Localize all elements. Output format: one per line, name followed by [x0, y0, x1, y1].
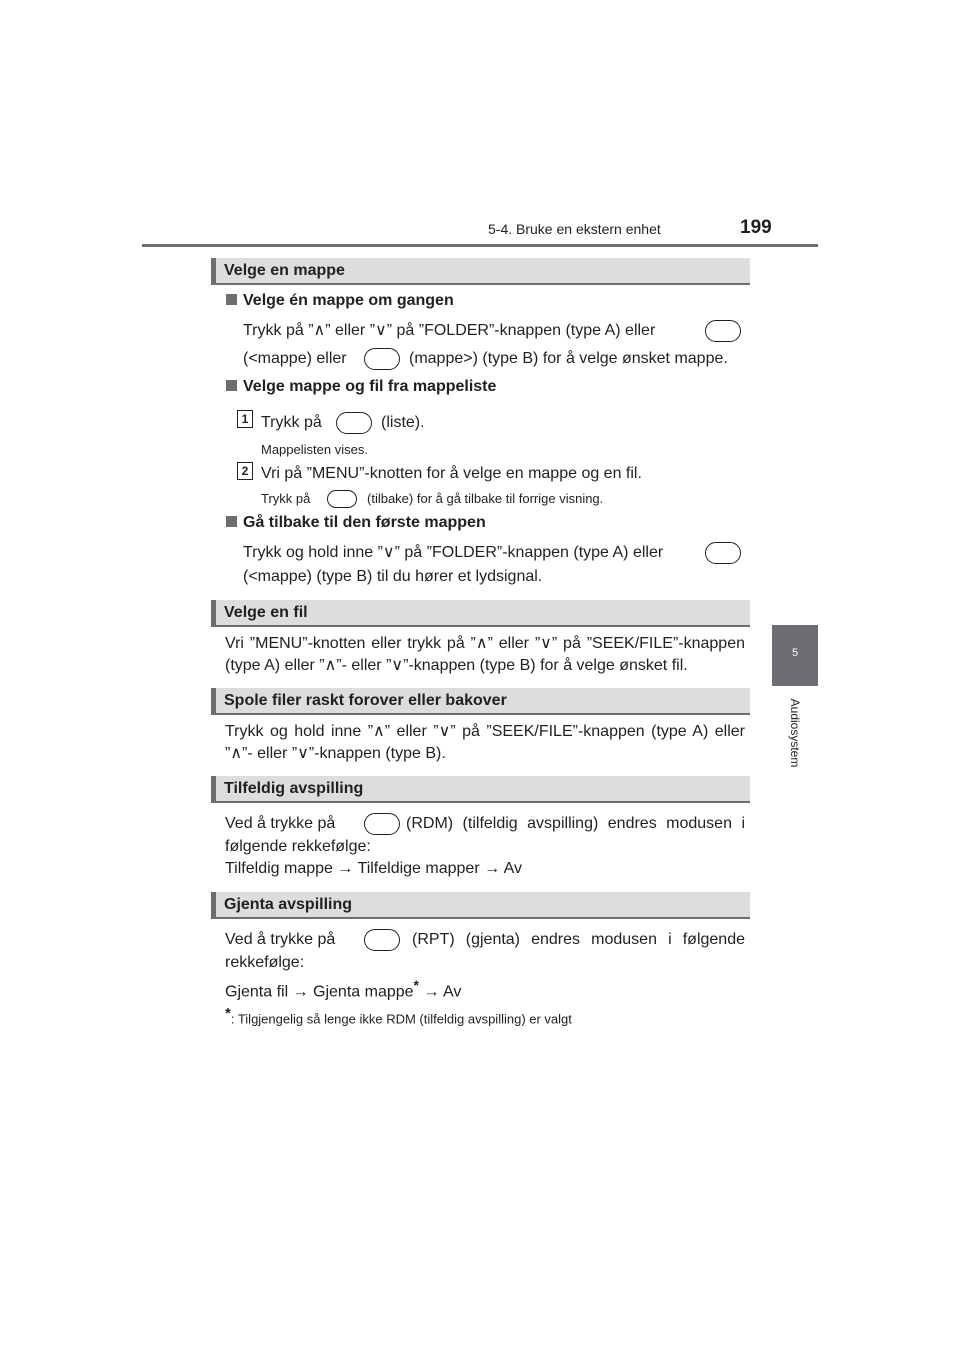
- paragraph-line: Trykk og hold inne ”∨” på ”FOLDER”-knappen (type A) eller: [243, 544, 664, 561]
- running-header-section: 5-4. Bruke en ekstern enhet: [488, 221, 661, 237]
- chapter-number: 5: [791, 647, 799, 659]
- sequence-text: Gjenta fil → Gjenta mappe: [225, 983, 414, 1001]
- paragraph: Vri ”MENU”-knotten eller trykk på ”∧” eller ”∨” på ”SEEK/FILE”-knappen (type A) eller ”∧”- eller ”∨”-knappen (type B) for å velge ønsket fil.: [225, 635, 745, 674]
- subheading-folder-list: [226, 376, 496, 398]
- section-title: Velge en fil: [224, 604, 308, 621]
- paragraph-line: Trykk på ”∧” eller ”∨” på ”FOLDER”-knappen (type A) eller: [243, 322, 656, 339]
- subheading-one-folder: [226, 290, 454, 312]
- section-heading-velge-mappe: [211, 258, 750, 285]
- paragraph-line: (mappe>) (type B) for å velge ønsket mappe.: [409, 350, 728, 367]
- step-number-2: 2: [237, 462, 253, 480]
- paragraph-line: (RPT) (gjenta) endres modusen i følgende: [412, 931, 745, 948]
- step-number-1: 1: [237, 410, 253, 428]
- section-title: Gjenta avspilling: [224, 896, 353, 913]
- section-heading-spole: [211, 688, 750, 715]
- subheading-text: Velge én mappe om gangen: [243, 292, 454, 309]
- folder-back-button-icon: [364, 348, 400, 370]
- header-rule: [142, 244, 818, 247]
- footnote-text: : Tilgjengelig så lenge ikke RDM (tilfeldig avspilling) er valgt: [230, 1011, 572, 1027]
- footnote-marker: *: [413, 977, 419, 993]
- folder-up-button-icon: [705, 320, 741, 342]
- paragraph-line: Ved å trykke på: [225, 815, 336, 832]
- back-button-icon: [327, 490, 357, 508]
- chapter-tab: [772, 625, 818, 686]
- section-heading-tilfeldig: [211, 776, 750, 803]
- paragraph-line: (RDM) (tilfeldig avspilling) endres modusen i: [406, 815, 745, 832]
- section-title: Spole filer raskt forover eller bakover: [224, 692, 507, 709]
- square-bullet-icon: [226, 294, 237, 305]
- section-heading-velge-fil: [211, 600, 750, 627]
- paragraph-line: følgende rekkefølge:: [225, 838, 371, 855]
- paragraph-line: (<mappe) (type B) til du hører et lydsignal.: [243, 568, 543, 585]
- sequence-text: → Av: [423, 983, 462, 1001]
- step-text: Vri på ”MENU”-knotten for å velge en mappe og en fil.: [261, 465, 642, 482]
- rpt-button-icon: [364, 929, 400, 951]
- step-note: (tilbake) for å gå tilbake til forrige visning.: [367, 491, 604, 506]
- section-title: Velge en mappe: [224, 262, 345, 279]
- list-button-icon: [336, 412, 372, 434]
- paragraph-line: (<mappe) eller: [243, 350, 347, 367]
- folder-back-button-icon: [705, 542, 741, 564]
- step-note: Mappelisten vises.: [261, 442, 368, 457]
- step-text: (liste).: [381, 414, 425, 431]
- paragraph: Trykk og hold inne ”∧” eller ”∨” på ”SEEK/FILE”-knappen (type A) eller ”∧”- eller ”∨”-knappen (type B).: [225, 723, 745, 762]
- subheading-first-folder: [226, 512, 486, 534]
- step-note: Trykk på: [261, 491, 311, 506]
- sequence-line: Tilfeldig mappe → Tilfeldige mapper → Av: [225, 860, 523, 877]
- section-title: Tilfeldig avspilling: [224, 780, 364, 797]
- step-text: Trykk på: [261, 414, 322, 431]
- square-bullet-icon: [226, 380, 237, 391]
- chapter-label: Audiosystem: [788, 698, 802, 768]
- subheading-text: Velge mappe og fil fra mappeliste: [243, 378, 497, 395]
- subheading-text: Gå tilbake til den første mappen: [243, 514, 486, 531]
- page-number: 199: [740, 217, 772, 238]
- footnote-marker: *: [225, 1005, 231, 1022]
- rdm-button-icon: [364, 813, 400, 835]
- sequence-line: [225, 976, 461, 1003]
- paragraph-line: rekkefølge:: [225, 954, 305, 971]
- paragraph-line: Ved å trykke på: [225, 931, 336, 948]
- square-bullet-icon: [226, 516, 237, 527]
- footnote: [225, 1004, 572, 1028]
- section-heading-gjenta: [211, 892, 750, 919]
